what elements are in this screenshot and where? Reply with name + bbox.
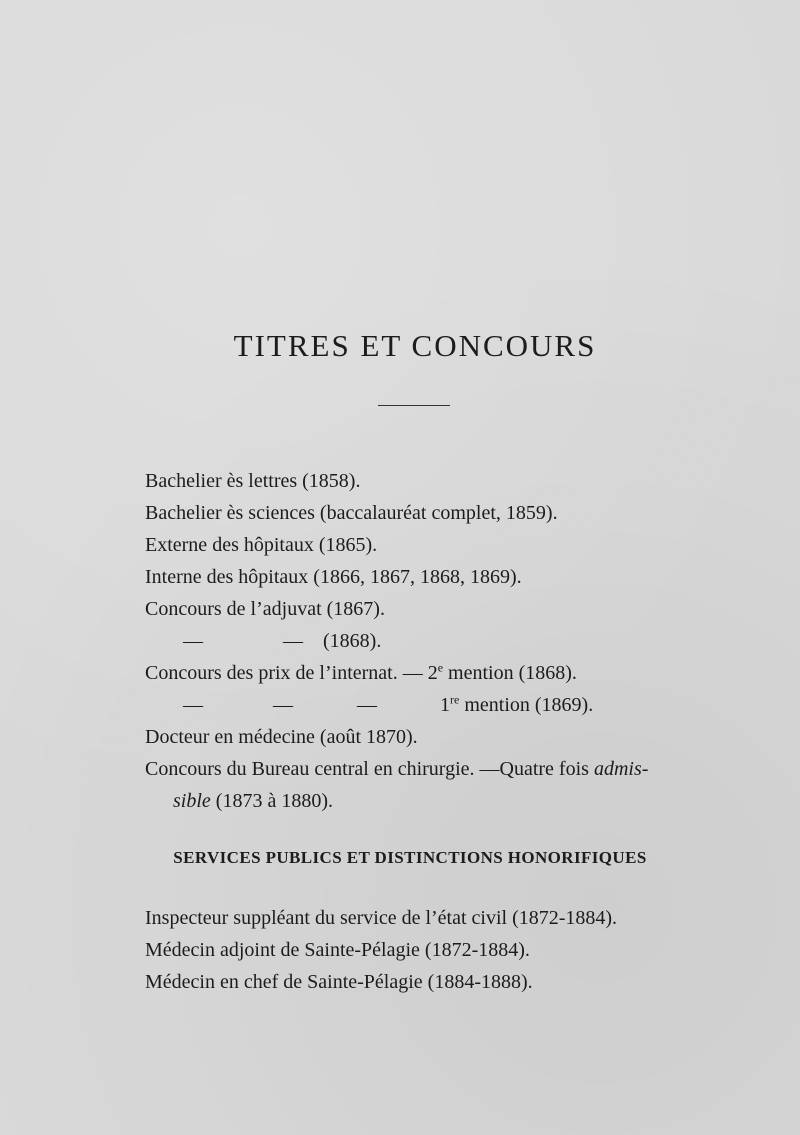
ordinal-superscript: e bbox=[437, 660, 444, 675]
page-title: TITRES ET CONCOURS bbox=[233, 328, 597, 363]
services-list bbox=[145, 902, 705, 998]
ditto-dash: — bbox=[273, 694, 293, 716]
list-item: Inspecteur suppléant du service de l’état civil (1872-1884). bbox=[145, 907, 618, 929]
title-divider bbox=[378, 405, 450, 406]
list-item bbox=[145, 657, 705, 689]
list-item-text: 1re mention (1869). bbox=[440, 692, 594, 716]
list-item-text: Concours des prix de l’internat. — 2 bbox=[145, 662, 438, 684]
list-item: Interne des hôpitaux (1866, 1867, 1868, 1869). bbox=[145, 566, 522, 588]
italic-text: admis- bbox=[593, 758, 649, 780]
list-item: Bachelier ès lettres (1858). bbox=[145, 470, 361, 492]
section-heading: SERVICES PUBLICS ET DISTINCTIONS HONORIFIQUES bbox=[173, 848, 647, 867]
list-item: Médecin adjoint de Sainte-Pélagie (1872-1884). bbox=[145, 939, 530, 961]
list-item-ditto bbox=[145, 625, 705, 657]
list-item: Docteur en médecine (août 1870). bbox=[145, 726, 418, 748]
ordinal-superscript: re bbox=[450, 692, 460, 707]
list-item-ditto bbox=[145, 689, 705, 721]
list-item: Médecin en chef de Sainte-Pélagie (1884-1888). bbox=[145, 971, 533, 993]
list-item-text: (1873 à 1880). bbox=[210, 790, 333, 812]
list-item-text: Concours du Bureau central en chirurgie. —Quatre fois bbox=[145, 758, 594, 780]
ditto-dash: — bbox=[183, 694, 203, 716]
list-item: Externe des hôpitaux (1865). bbox=[145, 534, 378, 556]
ditto-dash: — bbox=[183, 630, 203, 652]
list-item-text: mention (1868). bbox=[443, 662, 577, 684]
ditto-year: (1868). bbox=[323, 630, 382, 652]
italic-text: sible bbox=[173, 790, 211, 812]
ditto-dash: — bbox=[283, 630, 303, 652]
ditto-dash: — bbox=[357, 694, 377, 716]
list-item: Bachelier ès sciences (baccalauréat complet, 1859). bbox=[145, 502, 558, 524]
list-item bbox=[145, 753, 705, 785]
titles-list bbox=[145, 465, 705, 817]
list-item-continuation bbox=[145, 785, 705, 817]
list-item: Concours de l’adjuvat (1867). bbox=[145, 598, 385, 620]
